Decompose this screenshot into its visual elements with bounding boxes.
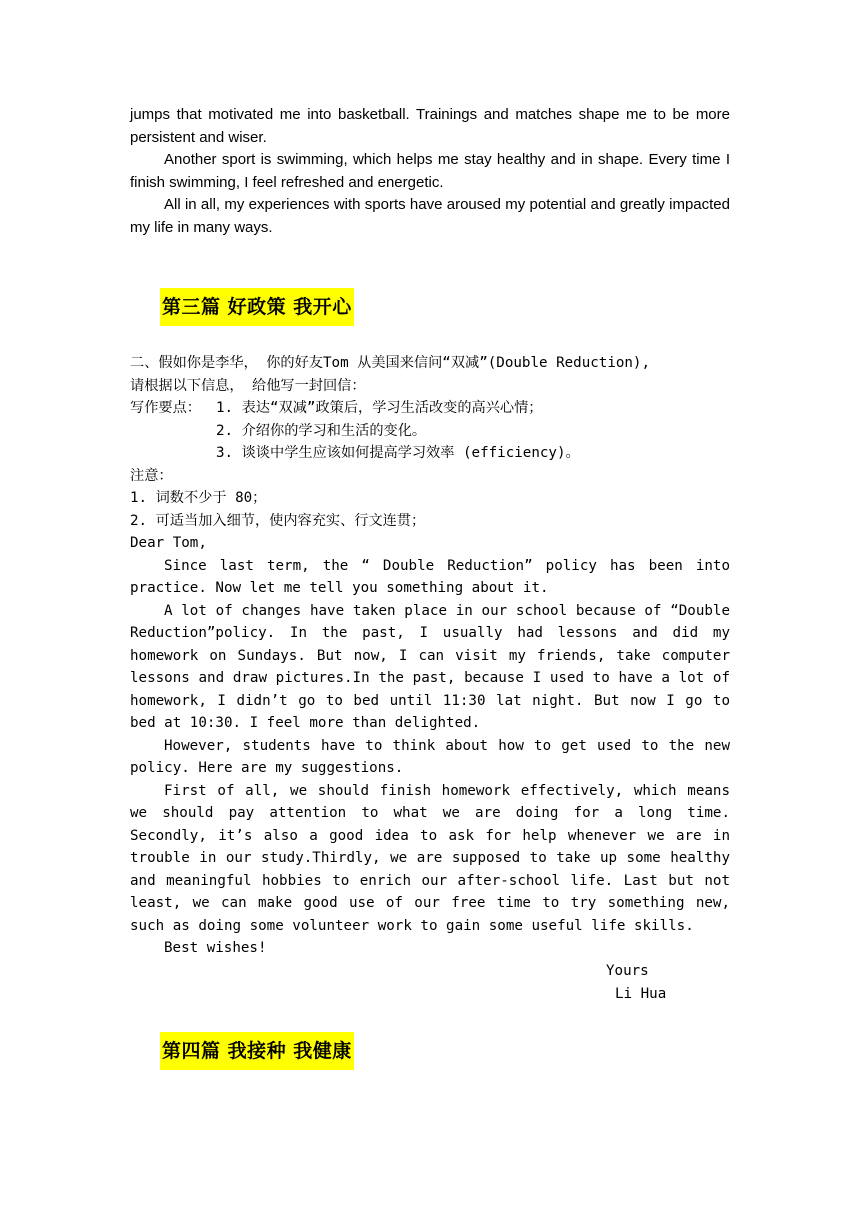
letter-sign-off: Best wishes!	[164, 940, 267, 956]
task-prompt-line: 请根据以下信息， 给他写一封回信：	[130, 377, 366, 394]
letter-paragraph: A lot of changes have taken place in our school because of “Double Reduction”policy. In the past, I usually had lessons and did my homework on Sundays. But now, I can visit my friends, take computer lessons and draw pictures.In the past, because I used to have a lot of homework, I didn’t go to bed until 11:30 lat night. But now I go to bed at 10:30. I feel more than delighted.	[130, 602, 730, 731]
essay-paragraph: Another sport is swimming, which helps me stay healthy and in shape. Every time I finish swimming, I feel refreshed and energetic.	[130, 151, 730, 191]
essay-two-ending	[130, 104, 730, 239]
section-three-heading: 第三篇 好政策 我开心	[160, 288, 354, 326]
requirements-label: 写作要点：	[130, 400, 201, 416]
letter-paragraph: Since last term, the “ Double Reduction” policy has been into practice. Now let me tell you something about it.	[130, 557, 730, 596]
requirement-item: 3. 谈谈中学生应该如何提高学习效率 (efficiency)。	[216, 445, 580, 461]
essay-paragraph: All in all, my experiences with sports have aroused my potential and greatly impacted my life in many ways.	[130, 196, 730, 236]
task-prompt-line: 二、假如你是李华， 你的好友Tom 从美国来信问“双减”(Double Reduction),	[130, 355, 651, 371]
notes-label: 注意：	[130, 467, 173, 484]
letter-closing: Yours	[606, 963, 649, 979]
requirement-item: 1. 表达“双减”政策后，学习生活改变的高兴心情；	[216, 400, 543, 416]
essay-paragraph: jumps that motivated me into basketball. Trainings and matches shape me to be more persistent and wiser.	[130, 106, 730, 146]
letter-salutation: Dear Tom,	[130, 535, 207, 551]
letter-paragraph: First of all, we should finish homework effectively, which means we should pay attention to what we are doing for a long time. Secondly, it’s also a good idea to ask for help whenever we are in trouble in our study.Thirdly, we are supposed to take up some healthy and meaningful hobbies to enrich our after-school life. Last but not least, we can make good use of our free time to try something new, such as doing some volunteer work to gain some useful life skills.	[130, 782, 730, 934]
note-item: 2. 可适当加入细节，使内容充实、行文连贯；	[130, 512, 426, 529]
requirement-item: 2. 介绍你的学习和生活的变化。	[216, 422, 427, 439]
section-four-heading: 第四篇 我接种 我健康	[160, 1032, 354, 1070]
note-item: 1. 词数不少于 80；	[130, 490, 267, 506]
letter-paragraph: However, students have to think about how to get used to the new policy. Here are my suggestions.	[130, 737, 730, 776]
letter-body	[130, 532, 730, 960]
letter-signature: Li Hua	[615, 985, 667, 1002]
